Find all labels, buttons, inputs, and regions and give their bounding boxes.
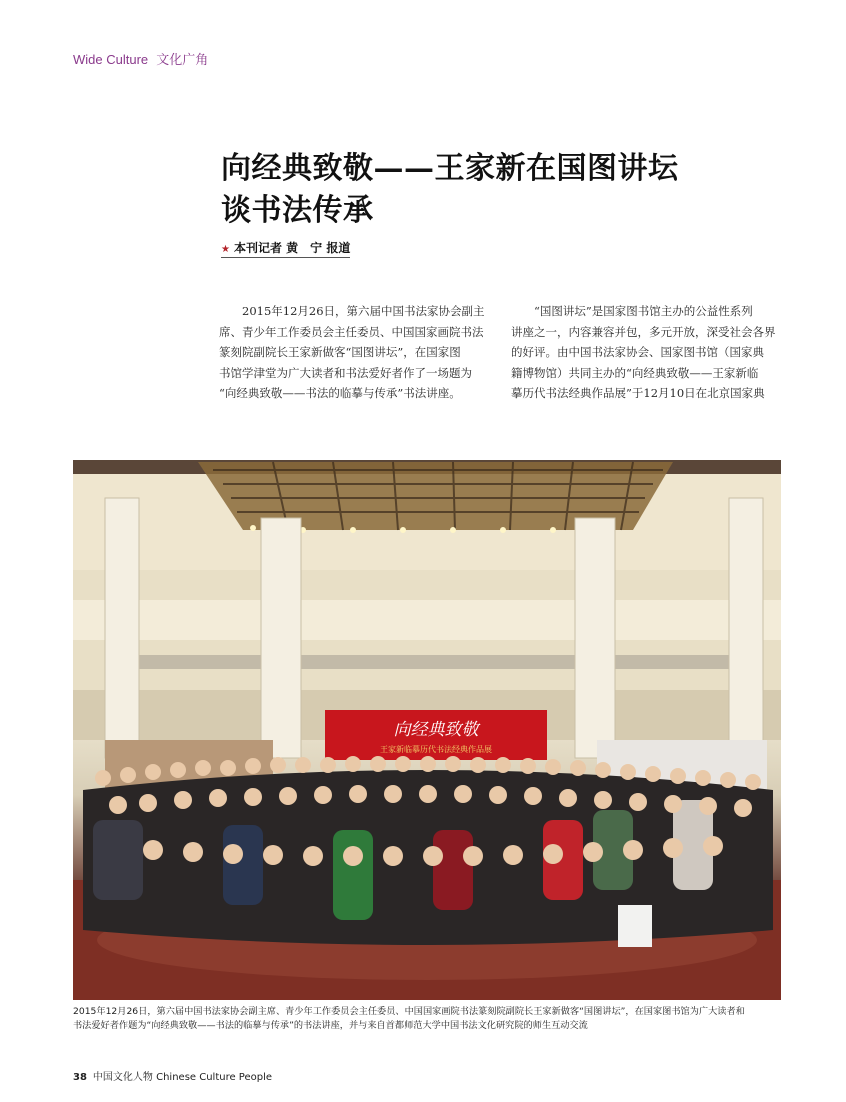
crowd xyxy=(83,756,773,947)
photo-caption xyxy=(73,1005,785,1033)
body-line: 籍博物馆）共同主办的“向经典致敬——王家新临 xyxy=(511,365,759,380)
byline-text: 本刊记者 黄 宁 报道 xyxy=(233,241,351,255)
body-line: 篆刻院副院长王家新做客“国图讲坛”，在国家图 xyxy=(219,345,461,359)
page-footer xyxy=(73,1068,272,1083)
exhibition-banner xyxy=(325,710,547,760)
body-line: 书馆学津堂为广大读者和书法爱好者作了一场题为 xyxy=(219,365,472,380)
section-name-cn: 文化广角 xyxy=(156,53,209,68)
star-icon: ★ xyxy=(221,244,230,255)
article-title xyxy=(221,148,781,232)
section-name-en: Wide Culture xyxy=(73,52,149,67)
body-line: 讲座之一，内容兼容并包，多元开放，深受社会各界 xyxy=(511,324,776,339)
title-line-2: 谈书法传承 xyxy=(221,193,374,228)
body-line: 席、青少年工作委员会主任委员、中国国家画院书法 xyxy=(219,324,484,339)
body-line: “向经典致敬——书法的临摹与传承”书法讲座。 xyxy=(219,386,461,400)
body-line: 的好评。由中国书法家协会、国家图书馆（国家典 xyxy=(511,345,764,359)
group-photo xyxy=(73,460,781,1000)
caption-line: 书法爱好者作题为“向经典致敬——书法的临摹与传承”的书法讲座，并与来自首都师范大学中国书法文化研究院的师生互动交流 xyxy=(73,1020,588,1031)
banner-sub-text: 王家新临摹历代书法经典作品展 xyxy=(380,745,492,754)
body-line: 2015年12月26日，第六届中国书法家协会副主 xyxy=(219,304,485,318)
byline xyxy=(221,239,350,258)
shopping-bag xyxy=(618,905,652,947)
body-line: “国图讲坛”是国家图书馆主办的公益性系列 xyxy=(511,304,753,318)
magazine-name: 中国文化人物 Chinese Culture People xyxy=(92,1072,273,1083)
banner-main-text: 向经典致敬 xyxy=(393,720,479,740)
body-column-left xyxy=(219,301,491,404)
section-tag xyxy=(73,49,208,68)
page-number: 38 xyxy=(73,1072,87,1083)
body-line: 摹历代书法经典作品展”于12月10日在北京国家典 xyxy=(511,386,765,400)
body-column-right xyxy=(511,301,783,404)
title-line-1: 向经典致敬——王家新在国图讲坛 xyxy=(221,151,679,186)
vent-strip xyxy=(133,655,733,669)
caption-line: 2015年12月26日，第六届中国书法家协会副主席、青少年工作委员会主任委员、中国国家画院书法篆刻院副院长王家新做客“国图讲坛”，在国家图书馆为广大读者和 xyxy=(73,1006,745,1017)
group-photo-illustration xyxy=(73,460,781,1000)
